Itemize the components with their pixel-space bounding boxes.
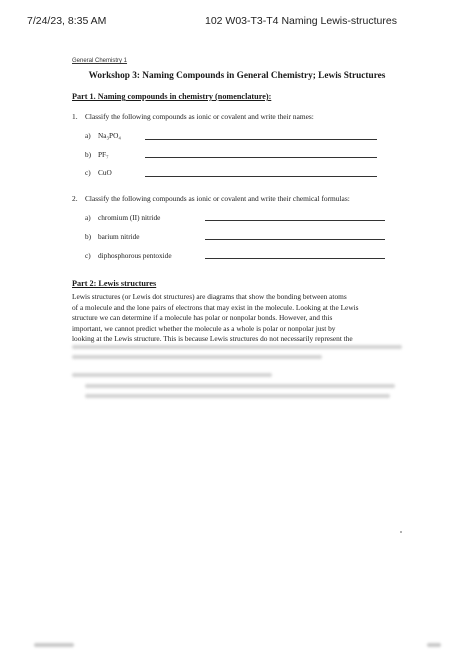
print-document-title: 102 W03-T3-T4 Naming Lewis-structures (205, 15, 397, 27)
item-text: barium nitride (98, 232, 140, 241)
obscured-footer-url (34, 643, 74, 647)
stray-mark (400, 531, 402, 533)
answer-line[interactable] (205, 220, 385, 221)
part2-heading: Part 2: Lewis structures (72, 279, 157, 288)
obscured-text-line (72, 373, 272, 377)
answer-line[interactable] (145, 176, 377, 177)
item-label: a) (85, 131, 91, 140)
item-label: a) (85, 213, 91, 222)
item-text: CuO (98, 168, 112, 177)
question-number: 1. (72, 112, 78, 121)
item-text: PF₇ (98, 150, 109, 159)
item-label: b) (85, 232, 92, 241)
answer-line[interactable] (205, 258, 385, 259)
answer-line[interactable] (205, 239, 385, 240)
obscured-text-line (85, 384, 395, 388)
item-label: b) (85, 150, 92, 159)
item-text: Na₃PO₄ (98, 131, 121, 140)
obscured-text-line (72, 355, 322, 359)
part1-heading: Part 1. Naming compounds in chemistry (nomenclature): (72, 92, 272, 101)
question-number: 2. (72, 194, 78, 203)
course-label: General Chemistry 1 (72, 58, 128, 64)
paragraph-line: looking at the Lewis structure. This is because Lewis structures do not necessarily represent the (72, 334, 353, 344)
print-datetime: 7/24/23, 8:35 AM (27, 15, 107, 27)
lewis-intro-paragraph (72, 292, 407, 345)
question-text: Classify the following compounds as ionic or covalent and write their names: (85, 112, 314, 121)
obscured-page-number (427, 643, 441, 647)
item-label: c) (85, 168, 91, 177)
obscured-text-line (85, 394, 390, 398)
paragraph-line: structure we can determine if a molecule has polar or nonpolar bonds. However, and this (72, 313, 333, 323)
item-text: diphosphorous pentoxide (98, 251, 172, 260)
obscured-text-line (72, 345, 402, 349)
answer-line[interactable] (145, 139, 377, 140)
item-text: chromium (II) nitride (98, 213, 161, 222)
item-label: c) (85, 251, 91, 260)
answer-line[interactable] (145, 157, 377, 158)
question-text: Classify the following compounds as ionic or covalent and write their chemical formulas: (85, 194, 350, 203)
paragraph-line: Lewis structures (or Lewis dot structures) are diagrams that show the bonding between atoms (72, 292, 347, 301)
paragraph-line: important, we cannot predict whether the molecule as a whole is polar or nonpolar just by (72, 323, 336, 333)
worksheet-title: Workshop 3: Naming Compounds in General Chemistry; Lewis Structures (88, 71, 386, 81)
paragraph-line: of a molecule and the lone pairs of electrons that may exist in the molecule. Looking at the Lewis (72, 302, 359, 312)
